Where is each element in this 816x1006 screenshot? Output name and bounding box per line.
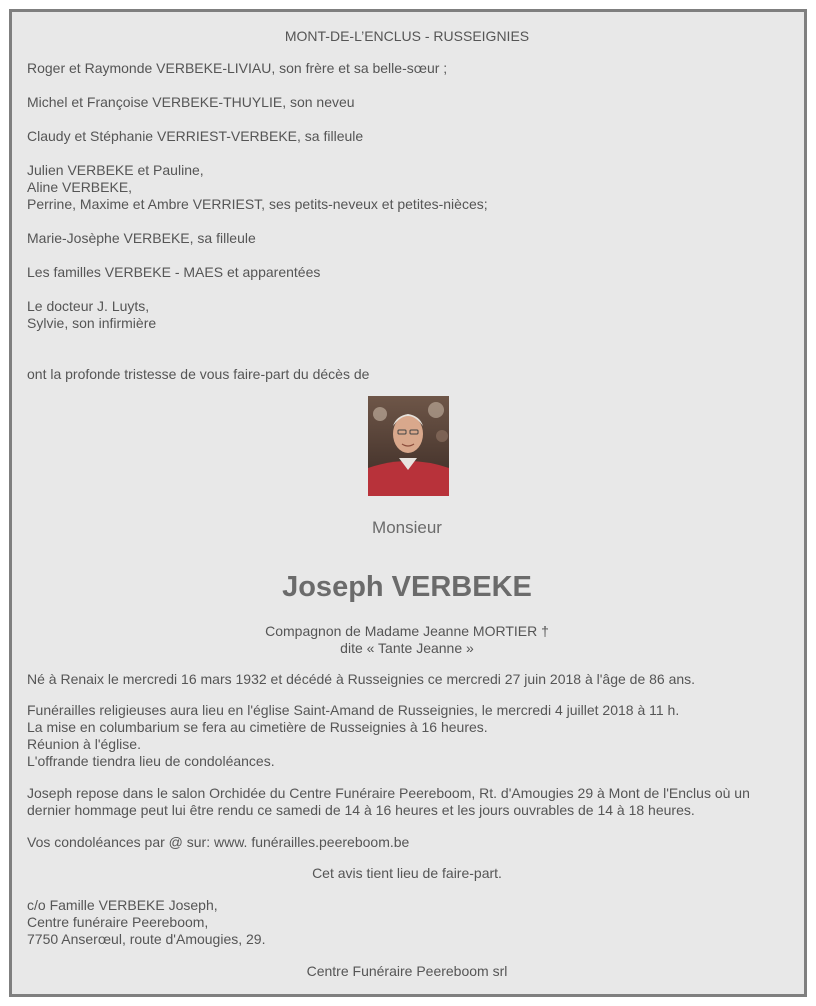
family-entry bbox=[27, 298, 787, 332]
family-line: Aline VERBEKE, bbox=[27, 179, 133, 195]
viewing-info: Joseph repose dans le salon Orchidée du Centre Funéraire Peereboom, Rt. d'Amougies 29 à Mont de l'Enclus où un dernier hommage peut lui être rendu ce samedi de 14 à 16 heures et les jours ouvrables de 14 à 18 heures. bbox=[27, 785, 750, 818]
family-line: Sylvie, son infirmière bbox=[27, 315, 157, 331]
contact-address bbox=[27, 897, 787, 948]
family-line: Julien VERBEKE et Pauline, bbox=[27, 162, 204, 178]
contact-line: c/o Famille VERBEKE Joseph, bbox=[27, 897, 218, 913]
funeral-line: Réunion à l'église. bbox=[27, 736, 141, 752]
nickname-line: dite « Tante Jeanne » bbox=[340, 640, 474, 656]
footer-company: Centre Funéraire Peereboom srl bbox=[306, 963, 508, 979]
family-line: Marie-Josèphe VERBEKE, sa filleule bbox=[27, 230, 256, 246]
family-line: Perrine, Maxime et Ambre VERRIEST, ses petits-neveux et petites-nièces; bbox=[27, 196, 488, 212]
condolences-info: Vos condoléances par @ sur: www. funérailles.peereboom.be bbox=[27, 834, 410, 850]
family-entry bbox=[27, 60, 787, 77]
funeral-line: La mise en columbarium se fera au cimetière de Russeignies à 16 heures. bbox=[27, 719, 488, 735]
notice-text: Cet avis tient lieu de faire-part. bbox=[312, 865, 502, 881]
locality-header: MONT-DE-L’ENCLUS - RUSSEIGNIES bbox=[284, 28, 530, 44]
family-entry bbox=[27, 162, 787, 213]
birth-death-info: Né à Renaix le mercredi 16 mars 1932 et décédé à Russeignies ce mercredi 27 juin 2018 à l'âge de 86 ans. bbox=[27, 671, 696, 687]
family-entry bbox=[27, 94, 787, 111]
portrait-image bbox=[368, 396, 449, 496]
family-line: Michel et Françoise VERBEKE-THUYLIE, son neveu bbox=[27, 94, 355, 110]
deceased-honorific: Monsieur bbox=[372, 518, 442, 537]
family-line: Le docteur J. Luyts, bbox=[27, 298, 150, 314]
funeral-line: L'offrande tiendra lieu de condoléances. bbox=[27, 753, 275, 769]
family-line: Claudy et Stéphanie VERRIEST-VERBEKE, sa filleule bbox=[27, 128, 364, 144]
family-line: Les familles VERBEKE - MAES et apparentées bbox=[27, 264, 321, 280]
companion-line: Compagnon de Madame Jeanne MORTIER † bbox=[265, 623, 549, 639]
family-entry bbox=[27, 128, 787, 145]
announcement-text: ont la profonde tristesse de vous faire-part du décès de bbox=[27, 366, 370, 382]
contact-line: 7750 Anserœul, route d'Amougies, 29. bbox=[27, 931, 266, 947]
family-entry bbox=[27, 264, 787, 281]
family-line: Roger et Raymonde VERBEKE-LIVIAU, son frère et sa belle-sœur ; bbox=[27, 60, 448, 76]
deceased-photo bbox=[368, 396, 449, 496]
obituary-notice bbox=[9, 9, 807, 997]
contact-line: Centre funéraire Peereboom, bbox=[27, 914, 209, 930]
family-entry bbox=[27, 230, 787, 247]
deceased-name: Joseph VERBEKE bbox=[282, 571, 532, 603]
companion-info bbox=[27, 623, 787, 657]
funeral-line: Funérailles religieuses aura lieu en l'église Saint-Amand de Russeignies, le mercredi 4 juillet 2018 à 11 h. bbox=[27, 702, 680, 718]
funeral-info bbox=[27, 702, 787, 770]
